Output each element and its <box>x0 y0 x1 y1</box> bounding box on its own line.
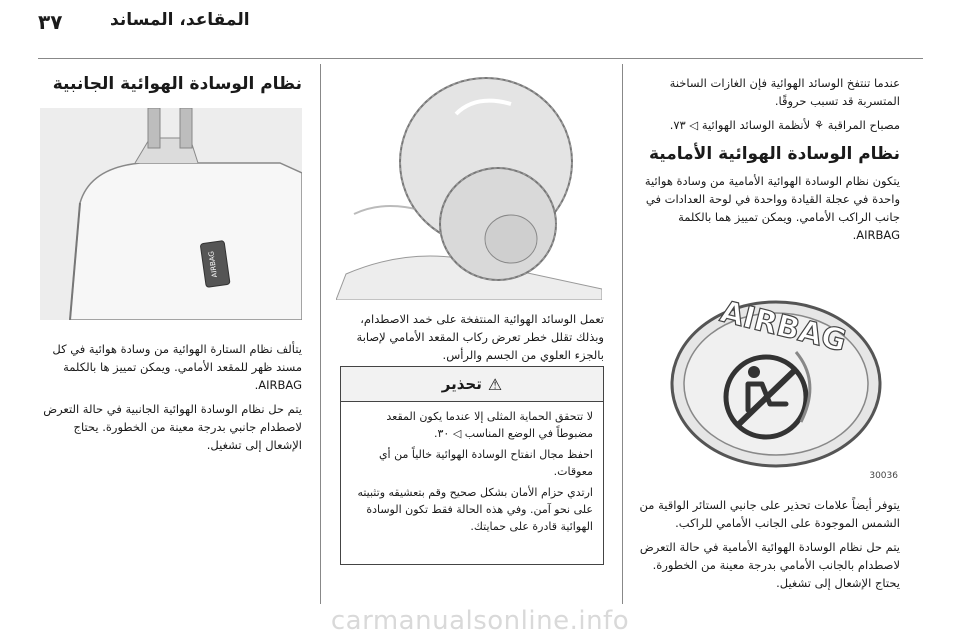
right-column-lower <box>632 496 900 598</box>
warning-title: تحذير <box>441 375 482 393</box>
airbag-effect-paragraph: تعمل الوسائد الهوائية المنتفخة على خمد الاصطدام، وبذلك تقلل خطر تعرض ركاب المقعد الأمامي لإصابة بالجزء العلوي من الجسم والرأس. <box>356 312 604 362</box>
warning-deployment-area: احفظ مجال انفتاح الوسادة الهوائية خالياً من أي معوقات. <box>378 448 593 478</box>
figure-number: 30036 <box>869 471 898 481</box>
header-divider <box>38 58 923 59</box>
hot-gas-paragraph: عندما تنتفخ الوسائد الهوائية فإن الغازات الساخنة المتسربة قد تسبب حروقًا. <box>669 76 900 108</box>
left-column-heading-block <box>40 74 302 102</box>
page-number: ٣٧ <box>38 10 63 34</box>
warning-seat-belt: ارتدي حزام الأمان بشكل صحيح وقم بتعشيقه وتثبيته على نحو آمن. وفي هذه الحالة فقط تكون الوسادة الهوائية قادرة على حمايتك. <box>357 486 593 533</box>
warning-body <box>341 402 603 535</box>
left-column-text <box>40 340 302 460</box>
warning-box <box>340 366 604 565</box>
page-header <box>0 0 960 46</box>
control-indicator-paragraph: مصباح المراقبة ⚘ لأنظمة الوسائد الهوائية ◁ ٧٣. <box>669 118 900 132</box>
column-divider-left <box>320 64 321 604</box>
deployed-airbag-figure <box>336 74 602 300</box>
watermark: carmanualsonline.info <box>330 606 630 636</box>
side-airbag-deploy-paragraph: يتم حل نظام الوسادة الهوائية الجانبية في حالة التعرض لاصطدام جانبي بدرجة معينة من الخطورة. يحتاج الإشعال إلى تشغيل. <box>43 402 302 452</box>
warning-triangle-icon: ⚠ <box>487 374 503 394</box>
right-column <box>632 74 900 250</box>
airbag-warning-label-figure <box>636 292 902 482</box>
chapter-title: المقاعد، المساند <box>110 10 250 30</box>
front-airbag-heading: نظام الوسادة الهوائية الأمامية <box>649 144 900 164</box>
sun-visor-label-paragraph: يتوفر أيضاً علامات تحذير على جانبي الستائر الواقية من الشمس الموجودة على الجانب الأمامي للراكب. <box>639 498 900 530</box>
warning-seat-position: لا تتحقق الحماية المثلى إلا عندما يكون المقعد مضبوطاً في الوضع المناسب ◁ ٣٠. <box>386 410 593 440</box>
column-divider-right <box>622 64 623 604</box>
side-airbag-description: يتألف نظام الستارة الهوائية من وسادة هوائية في كل مسند ظهر للمقعد الأمامي. ويمكن تمييز ها بالكلمة AIRBAG. <box>52 342 302 392</box>
front-airbag-deploy-paragraph: يتم حل نظام الوسادة الهوائية الأمامية في حالة التعرض لاصطدام بالجانب الأمامي بدرجة معينة من الخطورة. يحتاج الإشعال إلى تشغيل. <box>639 540 900 590</box>
middle-column-text <box>336 310 604 370</box>
front-airbag-description: يتكون نظام الوسادة الهوائية الأمامية من وسادة هوائية واحدة في عجلة القيادة وواحدة في لوحة العدادات في جانب الراكب الأمامي. ويمكن تمييز هما بالكلمة AIRBAG. <box>644 174 900 242</box>
seat-airbag-label-figure <box>40 108 302 320</box>
side-airbag-heading: نظام الوسادة الهوائية الجانبية <box>52 74 302 94</box>
warning-header <box>341 367 603 402</box>
airbag-label-text: AIRBAG <box>716 294 850 360</box>
seat-airbag-label: AIRBAG <box>207 250 219 279</box>
